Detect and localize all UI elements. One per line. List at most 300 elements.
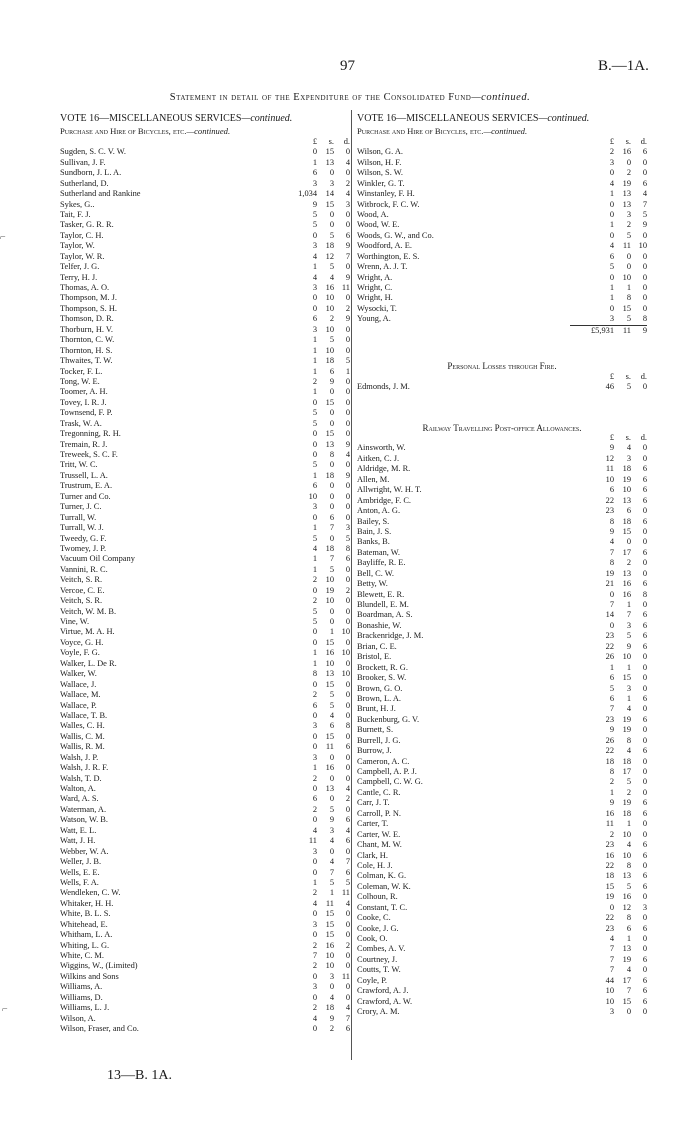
pence-amount: 0 <box>345 335 350 345</box>
pence-amount: 5 <box>345 877 350 887</box>
payee-name: Cantle, C. R. <box>357 787 401 797</box>
left-entries-list <box>60 147 350 1034</box>
payee-name: Allwright, W. H. T. <box>357 485 422 495</box>
pounds-amount: 4 <box>609 178 614 188</box>
payee-name: Thornton, C. W. <box>60 335 115 345</box>
shillings-amount: 8 <box>626 735 631 745</box>
payee-name: Tong, W. E. <box>60 376 100 386</box>
ledger-row <box>60 857 350 867</box>
pence-amount: 9 <box>345 314 350 324</box>
shillings-amount: 0 <box>329 773 334 783</box>
payee-name: Wood, A. <box>357 209 389 219</box>
pence-amount: 11 <box>341 283 350 293</box>
pence-amount: 0 <box>642 787 647 797</box>
ledger-row <box>60 982 350 992</box>
pence-amount: 0 <box>642 913 647 923</box>
shillings-amount: 13 <box>325 439 334 449</box>
pounds-amount: 10 <box>308 491 317 501</box>
pounds-amount: 1 <box>312 554 317 564</box>
pence-amount: 0 <box>345 460 350 470</box>
payee-name: Brian, C. E. <box>357 641 397 651</box>
pence-amount: 2 <box>345 585 350 595</box>
ledger-row <box>60 868 350 878</box>
document-reference: B.—1A. <box>598 58 649 74</box>
vote-title: VOTE 16—MISCELLANEOUS SERVICES <box>60 113 242 124</box>
shillings-amount: 13 <box>622 189 631 199</box>
pounds-amount: 3 <box>312 721 317 731</box>
ledger-row <box>357 965 647 975</box>
pounds-amount: 1 <box>312 648 317 658</box>
pence-amount: 6 <box>345 554 350 564</box>
shillings-amount: 13 <box>622 944 631 954</box>
pence-amount: 0 <box>345 617 350 627</box>
pounds-amount: 1 <box>609 283 614 293</box>
pence-amount: 4 <box>345 784 350 794</box>
shillings-amount: 19 <box>622 954 631 964</box>
ledger-row <box>60 408 350 418</box>
payee-name: Thornton, H. S. <box>60 345 113 355</box>
ledger-row <box>60 513 350 523</box>
ledger-row <box>357 882 647 892</box>
payee-name: Tremain, R. J. <box>60 439 108 449</box>
payee-name: Trustrum, E. A. <box>60 481 113 491</box>
pounds-amount: 8 <box>609 558 614 568</box>
shillings-amount: 2 <box>329 1024 334 1034</box>
payee-name: Walker, L. De R. <box>60 658 117 668</box>
pence-amount: 0 <box>345 846 350 856</box>
payee-name: Winkler, G. T. <box>357 178 405 188</box>
ledger-row <box>60 534 350 544</box>
payee-name: Trussell, L. A. <box>60 470 108 480</box>
payee-name: Chant, M. W. <box>357 840 402 850</box>
pence-amount: 2 <box>345 178 350 188</box>
pence-amount: 0 <box>642 382 647 392</box>
pounds-amount: 8 <box>609 767 614 776</box>
pounds-amount: 1 <box>312 335 317 345</box>
shillings-amount: 9 <box>329 1013 334 1023</box>
shillings-amount: 2 <box>626 168 631 178</box>
shillings-amount: 10 <box>622 829 631 839</box>
shillings-amount: 13 <box>325 784 334 794</box>
shillings-amount: 1 <box>626 600 631 609</box>
pounds-amount: 1 <box>312 523 317 533</box>
pence-amount: 10 <box>341 648 350 658</box>
shillings-header: s. <box>625 371 631 381</box>
ledger-row <box>60 325 350 335</box>
pence-amount: 0 <box>642 944 647 954</box>
pence-amount: 0 <box>345 324 350 334</box>
pence-amount: 6 <box>642 714 647 724</box>
ledger-row <box>60 763 350 773</box>
page-number: 97 <box>340 58 355 74</box>
ledger-row <box>357 986 647 996</box>
pounds-amount: 0 <box>609 303 614 313</box>
shillings-amount: 7 <box>329 554 334 564</box>
ledger-row <box>60 335 350 345</box>
shillings-amount: 6 <box>626 506 631 516</box>
ledger-row <box>357 631 647 641</box>
shillings-amount: 0 <box>626 262 631 272</box>
pence-amount: 7 <box>345 1013 350 1023</box>
payee-name: Vercoe, C. E. <box>60 585 105 595</box>
pence-amount: 9 <box>345 272 350 282</box>
payee-name: Thorburn, H. V. <box>60 324 113 334</box>
ledger-row <box>357 892 647 902</box>
payee-name: Wallace, T. B. <box>60 710 108 720</box>
shillings-amount: 10 <box>325 293 334 303</box>
ledger-row <box>60 1014 350 1024</box>
ledger-row <box>357 871 647 881</box>
total-pence: 9 <box>631 325 647 335</box>
ledger-row <box>357 189 647 199</box>
ledger-row <box>60 189 350 199</box>
pence-amount: 0 <box>642 756 647 766</box>
payee-name: Sutherland and Rankine <box>60 189 141 199</box>
shillings-amount: 16 <box>325 648 334 658</box>
pounds-amount: 0 <box>312 230 317 240</box>
payee-name: Wilson, H. F. <box>357 157 402 167</box>
shillings-amount: 0 <box>329 982 334 992</box>
pence-amount: 0 <box>642 506 647 516</box>
pounds-amount: 0 <box>312 1024 317 1034</box>
pounds-amount: 22 <box>605 860 614 870</box>
payee-name: Wells, E. E. <box>60 867 100 877</box>
pounds-amount: 9 <box>312 199 317 209</box>
shillings-header: s. <box>625 136 631 146</box>
ledger-row <box>357 314 647 324</box>
shillings-amount: 10 <box>325 303 334 313</box>
ledger-row <box>60 1003 350 1013</box>
shillings-amount: 10 <box>325 345 334 355</box>
pounds-amount: 0 <box>312 439 317 449</box>
pence-amount: 0 <box>642 934 647 943</box>
shillings-amount: 15 <box>622 526 631 536</box>
shillings-amount: 13 <box>622 199 631 209</box>
pounds-amount: 1 <box>312 262 317 272</box>
pounds-amount: 3 <box>312 283 317 293</box>
payee-name: Waterman, A. <box>60 804 107 814</box>
shillings-amount: 10 <box>325 596 334 606</box>
payee-name: Colhoun, R. <box>357 892 398 902</box>
payee-name: Walles, C. H. <box>60 721 105 731</box>
pence-amount: 6 <box>345 1024 350 1034</box>
vote-continued: —continued. <box>538 113 590 124</box>
shillings-amount: 15 <box>325 679 334 689</box>
shillings-amount: 7 <box>329 867 334 877</box>
pence-amount: 2 <box>345 303 350 313</box>
shillings-amount: 11 <box>325 898 334 908</box>
ledger-row <box>357 517 647 527</box>
shillings-amount: 18 <box>325 241 334 251</box>
pence-amount: 0 <box>642 168 647 178</box>
ledger-row <box>357 944 647 954</box>
shillings-amount: 3 <box>626 620 631 630</box>
ledger-row <box>60 899 350 909</box>
payee-name: Williams, A. <box>60 982 103 992</box>
pence-amount: 6 <box>642 474 647 484</box>
pounds-amount: 1 <box>609 662 614 672</box>
pence-amount: 6 <box>345 742 350 752</box>
pence-amount: 9 <box>345 470 350 480</box>
pounds-amount: 23 <box>605 840 614 850</box>
ledger-row <box>60 847 350 857</box>
shillings-amount: 8 <box>329 450 334 460</box>
pounds-amount: 18 <box>605 871 614 881</box>
shillings-amount: 15 <box>325 199 334 209</box>
payee-name: Toomer, A. H. <box>60 387 108 397</box>
pence-amount: 0 <box>642 704 647 714</box>
pence-amount: 0 <box>345 961 350 971</box>
ledger-row <box>357 610 647 620</box>
pounds-amount: 15 <box>605 881 614 891</box>
ledger-row <box>357 736 647 746</box>
pence-amount: 0 <box>642 965 647 975</box>
payee-name: Taylor, C. H. <box>60 230 104 240</box>
payee-name: Williams, D. <box>60 992 103 1002</box>
shillings-amount: 4 <box>626 840 631 850</box>
pounds-amount: 2 <box>609 829 614 839</box>
pounds-amount: 18 <box>605 756 614 766</box>
pence-amount: 8 <box>345 721 350 731</box>
payee-name: Watson, W. B. <box>60 815 108 825</box>
payee-name: Cole, H. J. <box>357 860 393 870</box>
pounds-amount: 10 <box>605 474 614 484</box>
pounds-amount: 4 <box>609 934 614 943</box>
pounds-amount: 3 <box>312 752 317 762</box>
shillings-amount: 0 <box>329 846 334 856</box>
pence-amount: 8 <box>642 589 647 599</box>
pence-amount: 0 <box>345 606 350 616</box>
ledger-row <box>60 252 350 262</box>
payee-name: Courtney, J. <box>357 954 398 964</box>
ledger-row <box>60 742 350 752</box>
pounds-amount: 3 <box>609 157 614 167</box>
pounds-amount: 9 <box>609 798 614 808</box>
payee-name: Wilson, S. W. <box>357 168 403 178</box>
pounds-header: £ <box>312 136 317 146</box>
pounds-amount: 0 <box>312 637 317 647</box>
pounds-amount: 16 <box>605 850 614 860</box>
pounds-amount: 6 <box>609 251 614 261</box>
payee-name: Treweek, S. C. F. <box>60 450 118 460</box>
pounds-amount: 4 <box>312 272 317 282</box>
shillings-amount: 5 <box>329 335 334 345</box>
pounds-amount: 4 <box>312 825 317 835</box>
payee-name: Wright, H. <box>357 293 393 303</box>
pence-amount: 0 <box>345 147 350 157</box>
shillings-amount: 11 <box>622 241 631 251</box>
payee-name: Blewett, E. R. <box>357 589 405 599</box>
ledger-row <box>60 972 350 982</box>
pence-amount: 0 <box>642 673 647 683</box>
pence-amount: 0 <box>642 652 647 662</box>
payee-name: Brunt, H. J. <box>357 704 396 714</box>
pence-amount: 0 <box>345 575 350 585</box>
right-column <box>357 110 647 1018</box>
pounds-amount: 16 <box>605 808 614 818</box>
shillings-amount: 18 <box>622 464 631 474</box>
pence-amount: 8 <box>642 314 647 324</box>
pence-amount: 4 <box>642 189 647 199</box>
shillings-amount: 7 <box>329 523 334 533</box>
payee-name: Woodford, A. E. <box>357 241 412 251</box>
pence-amount: 0 <box>642 157 647 167</box>
pence-amount: 0 <box>345 637 350 647</box>
pounds-amount: 9 <box>609 526 614 536</box>
payee-name: Cameron, A. C. <box>357 756 410 766</box>
ledger-row <box>357 840 647 850</box>
pence-amount: 0 <box>642 537 647 547</box>
pounds-amount: 0 <box>609 209 614 219</box>
pence-amount: 6 <box>642 631 647 641</box>
pounds-amount: 3 <box>312 178 317 188</box>
payee-name: Sundborn, J. L. A. <box>60 168 122 178</box>
shillings-amount: 7 <box>626 986 631 996</box>
pounds-amount: 1 <box>312 763 317 773</box>
ledger-row <box>60 231 350 241</box>
payee-name: Crawford, A. W. <box>357 996 413 1006</box>
shillings-amount: 3 <box>329 178 334 188</box>
pence-amount: 2 <box>345 794 350 804</box>
shillings-amount: 0 <box>329 533 334 543</box>
pence-amount: 6 <box>345 230 350 240</box>
payee-name: Sullivan, J. F. <box>60 157 106 167</box>
pence-amount: 5 <box>345 356 350 366</box>
shillings-amount: 5 <box>329 700 334 710</box>
fire-losses-heading: Personal Losses through Fire. <box>447 361 557 372</box>
shillings-amount: 9 <box>626 641 631 651</box>
payee-name: Constant, T. C. <box>357 902 408 912</box>
shillings-amount: 4 <box>329 857 334 867</box>
pounds-amount: 22 <box>605 495 614 505</box>
ledger-row <box>60 721 350 731</box>
shillings-amount: 2 <box>626 787 631 797</box>
shillings-amount: 19 <box>622 725 631 735</box>
payee-name: Cook, O. <box>357 934 388 943</box>
payee-name: Voyle, F. G. <box>60 648 100 658</box>
pounds-amount: 0 <box>312 293 317 303</box>
payee-name: Webber, W. A. <box>60 846 109 856</box>
column-divider <box>351 110 352 1060</box>
payee-name: Ambridge, F. C. <box>357 495 411 505</box>
pence-amount: 0 <box>345 262 350 272</box>
ledger-row <box>60 794 350 804</box>
payee-name: Voyce, G. H. <box>60 637 104 647</box>
subheading-title: Purchase and Hire of Bicycles, etc. <box>60 126 187 137</box>
pence-amount: 9 <box>345 439 350 449</box>
ledger-row <box>60 346 350 356</box>
shillings-amount: 18 <box>325 543 334 553</box>
pounds-amount: 2 <box>312 940 317 950</box>
ledger-row <box>60 711 350 721</box>
shillings-amount: 9 <box>329 815 334 825</box>
ledger-row <box>357 819 647 829</box>
ledger-row <box>60 367 350 377</box>
payee-name: Crory, A. M. <box>357 1007 400 1017</box>
payee-name: Campbell, C. W. G. <box>357 777 423 787</box>
ledger-row <box>357 798 647 808</box>
margin-tick-mark: ⌐ <box>0 232 6 243</box>
pence-amount: 0 <box>642 453 647 463</box>
payee-name: Wells, F. A. <box>60 877 99 887</box>
pence-amount: 6 <box>642 881 647 891</box>
shillings-amount: 17 <box>622 547 631 557</box>
ledger-row <box>357 464 647 474</box>
shillings-amount: 5 <box>626 777 631 787</box>
ledger-row <box>60 659 350 669</box>
ledger-row <box>357 537 647 547</box>
currency-header <box>357 137 647 147</box>
pounds-amount: 2 <box>312 575 317 585</box>
pence-amount: 3 <box>642 902 647 912</box>
pence-amount: 0 <box>642 293 647 303</box>
ledger-row <box>357 746 647 756</box>
pounds-amount: 22 <box>605 641 614 651</box>
payee-name: Whitham, L. A. <box>60 930 113 940</box>
shillings-amount: 0 <box>329 220 334 230</box>
shillings-amount: 10 <box>325 324 334 334</box>
shillings-amount: 5 <box>329 877 334 887</box>
footer-signature: 13—B. 1A. <box>107 1068 172 1083</box>
vote-continued: —continued. <box>241 113 293 124</box>
pence-amount: 0 <box>345 209 350 219</box>
shillings-amount: 1 <box>329 888 334 898</box>
payee-name: Aldridge, M. R. <box>357 464 411 474</box>
shillings-amount: 19 <box>622 178 631 188</box>
payee-name: Tweedy, G. F. <box>60 533 107 543</box>
ledger-row <box>60 941 350 951</box>
ledger-row <box>357 757 647 767</box>
shillings-amount: 10 <box>325 961 334 971</box>
pence-amount: 0 <box>345 429 350 439</box>
pounds-amount: 6 <box>312 700 317 710</box>
shillings-amount: 0 <box>329 606 334 616</box>
shillings-amount: 15 <box>325 930 334 940</box>
ledger-row <box>60 304 350 314</box>
vote-title: VOTE 16—MISCELLANEOUS SERVICES <box>357 113 539 124</box>
pounds-amount: 5 <box>312 533 317 543</box>
pounds-amount: 2 <box>312 888 317 898</box>
payee-name: Burrell, J. G. <box>357 735 401 745</box>
currency-header <box>60 137 350 147</box>
pounds-amount: 0 <box>312 784 317 794</box>
payee-name: Vannini, R. C. <box>60 564 108 574</box>
pence-amount: 8 <box>345 543 350 553</box>
payee-name: Young, A. <box>357 314 391 324</box>
shillings-amount: 5 <box>329 690 334 700</box>
pence-amount: 6 <box>642 996 647 1006</box>
pounds-amount: 1,034 <box>298 189 317 199</box>
payee-name: Thwaites, T. W. <box>60 356 113 366</box>
payee-name: Taylor, W. <box>60 241 95 251</box>
payee-name: Townsend, F. P. <box>60 408 113 418</box>
ledger-row <box>60 596 350 606</box>
total-pounds: £5,931 <box>570 325 614 335</box>
ledger-row <box>357 621 647 631</box>
ledger-row <box>357 283 647 293</box>
pounds-amount: 3 <box>609 314 614 324</box>
pence-amount: 0 <box>345 930 350 940</box>
payee-name: Whiting, L. G. <box>60 940 110 950</box>
ledger-row <box>60 377 350 387</box>
ledger-row <box>60 805 350 815</box>
ledger-row <box>60 200 350 210</box>
ledger-row <box>60 210 350 220</box>
payee-name: Sutherland, D. <box>60 178 109 188</box>
shillings-amount: 1 <box>626 662 631 672</box>
pence-amount: 11 <box>341 971 350 981</box>
pounds-amount: 0 <box>312 867 317 877</box>
